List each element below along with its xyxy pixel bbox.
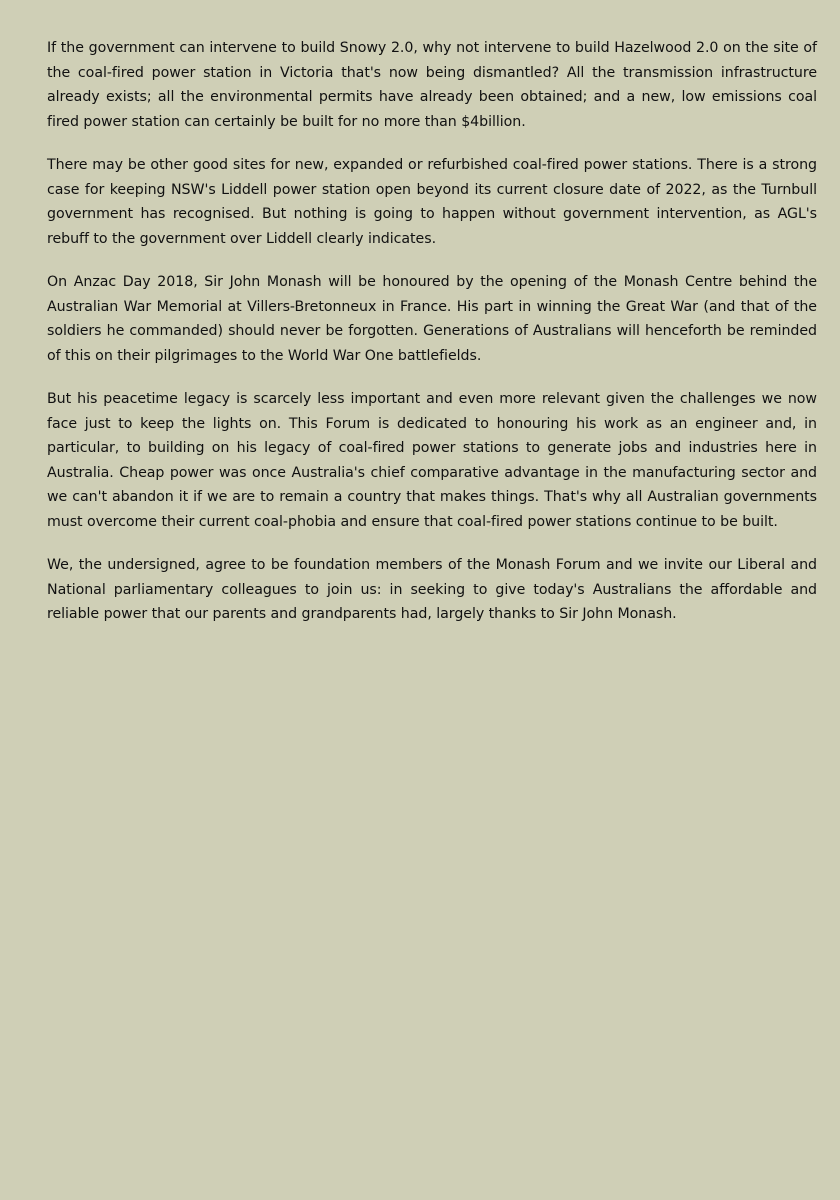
paragraph-peacetime-legacy: But his peacetime legacy is scarcely less important and even more relevant given the challenges we now face just to keep the lights on. This Forum is dedicated to honouring his work as an engineer and, in particular, to building on his legacy of coal-fired power stations to generate jobs and industries here in Australia. Cheap power was once Australia's chief comparative advantage in the manufacturing sector and we can't abandon it if we are to remain a country that makes things. That's why all Australian governments must overcome their current coal-phobia and ensure that coal-fired power stations continue to be built. bbox=[47, 391, 817, 530]
paragraph-snowy-hazelwood: If the government can intervene to build Snowy 2.0, why not intervene to build Hazelwood 2.0 on the site of the coal-fired power station in Victoria that's now being dismantled? All the transmission infrastructure already exists; all the environmental permits have already been obtained; and a new, low emissions coal fired power station can certainly be built for no more than $4billion. bbox=[47, 40, 817, 130]
paragraph-liddell: There may be other good sites for new, expanded or refurbished coal-fired power stations. There is a strong case for keeping NSW's Liddell power station open beyond its current closure date of 2022, as the Turnbull government has recognised. But nothing is going to happen without government intervention, as AGL's rebuff to the government over Liddell clearly indicates. bbox=[47, 157, 817, 247]
document-body bbox=[47, 36, 817, 627]
paragraph-anzac-day: On Anzac Day 2018, Sir John Monash will be honoured by the opening of the Monash Centre behind the Australian War Memorial at Villers-Bretonneux in France. His part in winning the Great War (and that of the soldiers he commanded) should never be forgotten. Generations of Australians will henceforth be reminded of this on their pilgrimages to the World War One battlefields. bbox=[47, 274, 817, 364]
paragraph-undersigned: We, the undersigned, agree to be foundation members of the Monash Forum and we invite our Liberal and National parliamentary colleagues to join us: in seeking to give today's Australians the affordable and reliable power that our parents and grandparents had, largely thanks to Sir John Monash. bbox=[47, 557, 817, 622]
